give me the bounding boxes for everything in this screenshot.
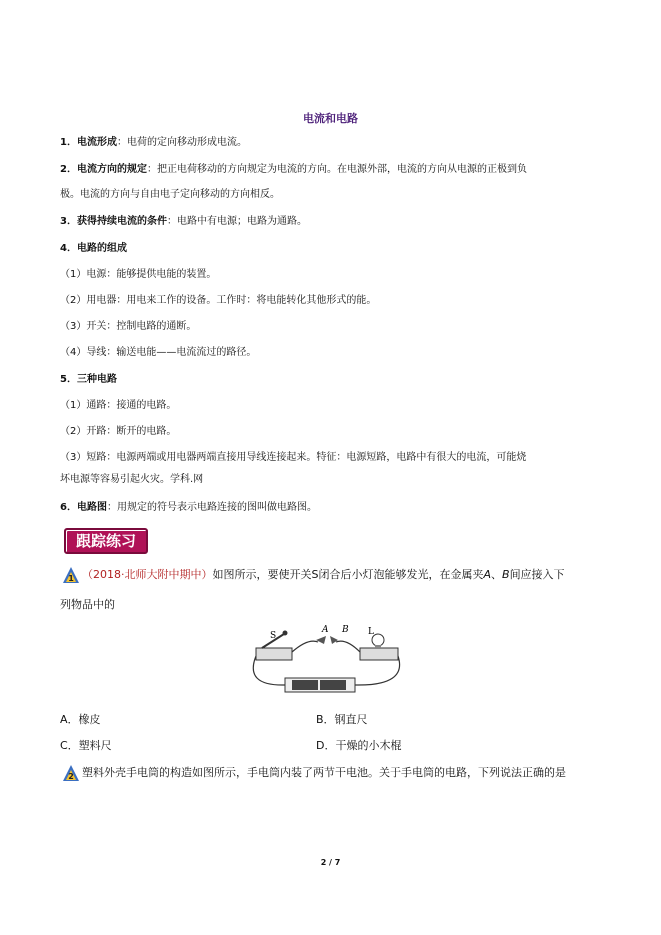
page-title: 电流和电路 xyxy=(303,112,358,125)
option-b[interactable]: B．钢直尺 xyxy=(316,713,368,726)
item-5-3: （3）短路：电源两端或用电器两端直接用导线连接起来。特征：电源短路，电路中有很大的电流，可能烧 xyxy=(60,452,527,463)
item-5-1: （1）通路：接通的电路。 xyxy=(60,400,177,411)
question-1: 1 （2018·北师大附中期中）如图所示，要使开关S闭合后小灯泡能够发光，在金属夹A、B间应接入下 xyxy=(62,566,565,584)
question-source: （2018·北师大附中期中） xyxy=(82,568,213,581)
question-2: 2 塑料外壳手电筒的构造如图所示，手电筒内装了两节干电池。关于手电筒的电路，下列说法正确的是 xyxy=(62,764,566,782)
item-4-2: （2）用电器：用电来工作的设备。工作时：将电能转化其他形式的能。 xyxy=(60,295,377,306)
question-number-icon xyxy=(62,566,80,584)
item-4: 4．电路的组成 xyxy=(60,243,127,254)
item-5: 5．三种电路 xyxy=(60,374,117,385)
item-3: 3．获得持续电流的条件：电路中有电源；电路为通路。 xyxy=(60,216,307,227)
label-s: S xyxy=(270,631,277,641)
item-1: 1．电流形成：电荷的定向移动形成电流。 xyxy=(60,137,247,148)
item-2: 2．电流方向的规定：把正电荷移动的方向规定为电流的方向。在电源外部，电流的方向从电源的正极到负 xyxy=(60,164,527,175)
item-4-3: （3）开关：控制电路的通断。 xyxy=(60,321,197,332)
item-4-1: （1）电源：能够提供电能的装置。 xyxy=(60,269,217,280)
question-number-icon xyxy=(62,764,80,782)
svg-text:1: 1 xyxy=(68,574,74,583)
option-d[interactable]: D．干燥的小木棍 xyxy=(316,739,402,752)
option-c[interactable]: C．塑料尺 xyxy=(60,739,112,752)
svg-text:2: 2 xyxy=(68,772,74,781)
practice-badge: 跟踪练习 xyxy=(64,528,148,554)
option-a[interactable]: A．橡皮 xyxy=(60,713,101,726)
item-4-4: （4）导线：输送电能——电流流过的路径。 xyxy=(60,347,257,358)
item-2-cont: 极。电流的方向与自由电子定向移动的方向相反。 xyxy=(60,189,280,200)
item-5-3-cont: 坏电源等容易引起火灾。学科.网 xyxy=(60,474,204,485)
question-1-cont: 列物品中的 xyxy=(60,598,115,611)
page-number: 2 / 7 xyxy=(320,858,341,867)
item-6: 6．电路图：用规定的符号表示电路连接的图叫做电路图。 xyxy=(60,502,317,513)
circuit-figure xyxy=(240,620,410,700)
label-l: L xyxy=(368,627,374,637)
label-b: B xyxy=(342,625,349,635)
item-5-2: （2）开路：断开的电路。 xyxy=(60,426,177,437)
label-a: A xyxy=(322,625,329,635)
